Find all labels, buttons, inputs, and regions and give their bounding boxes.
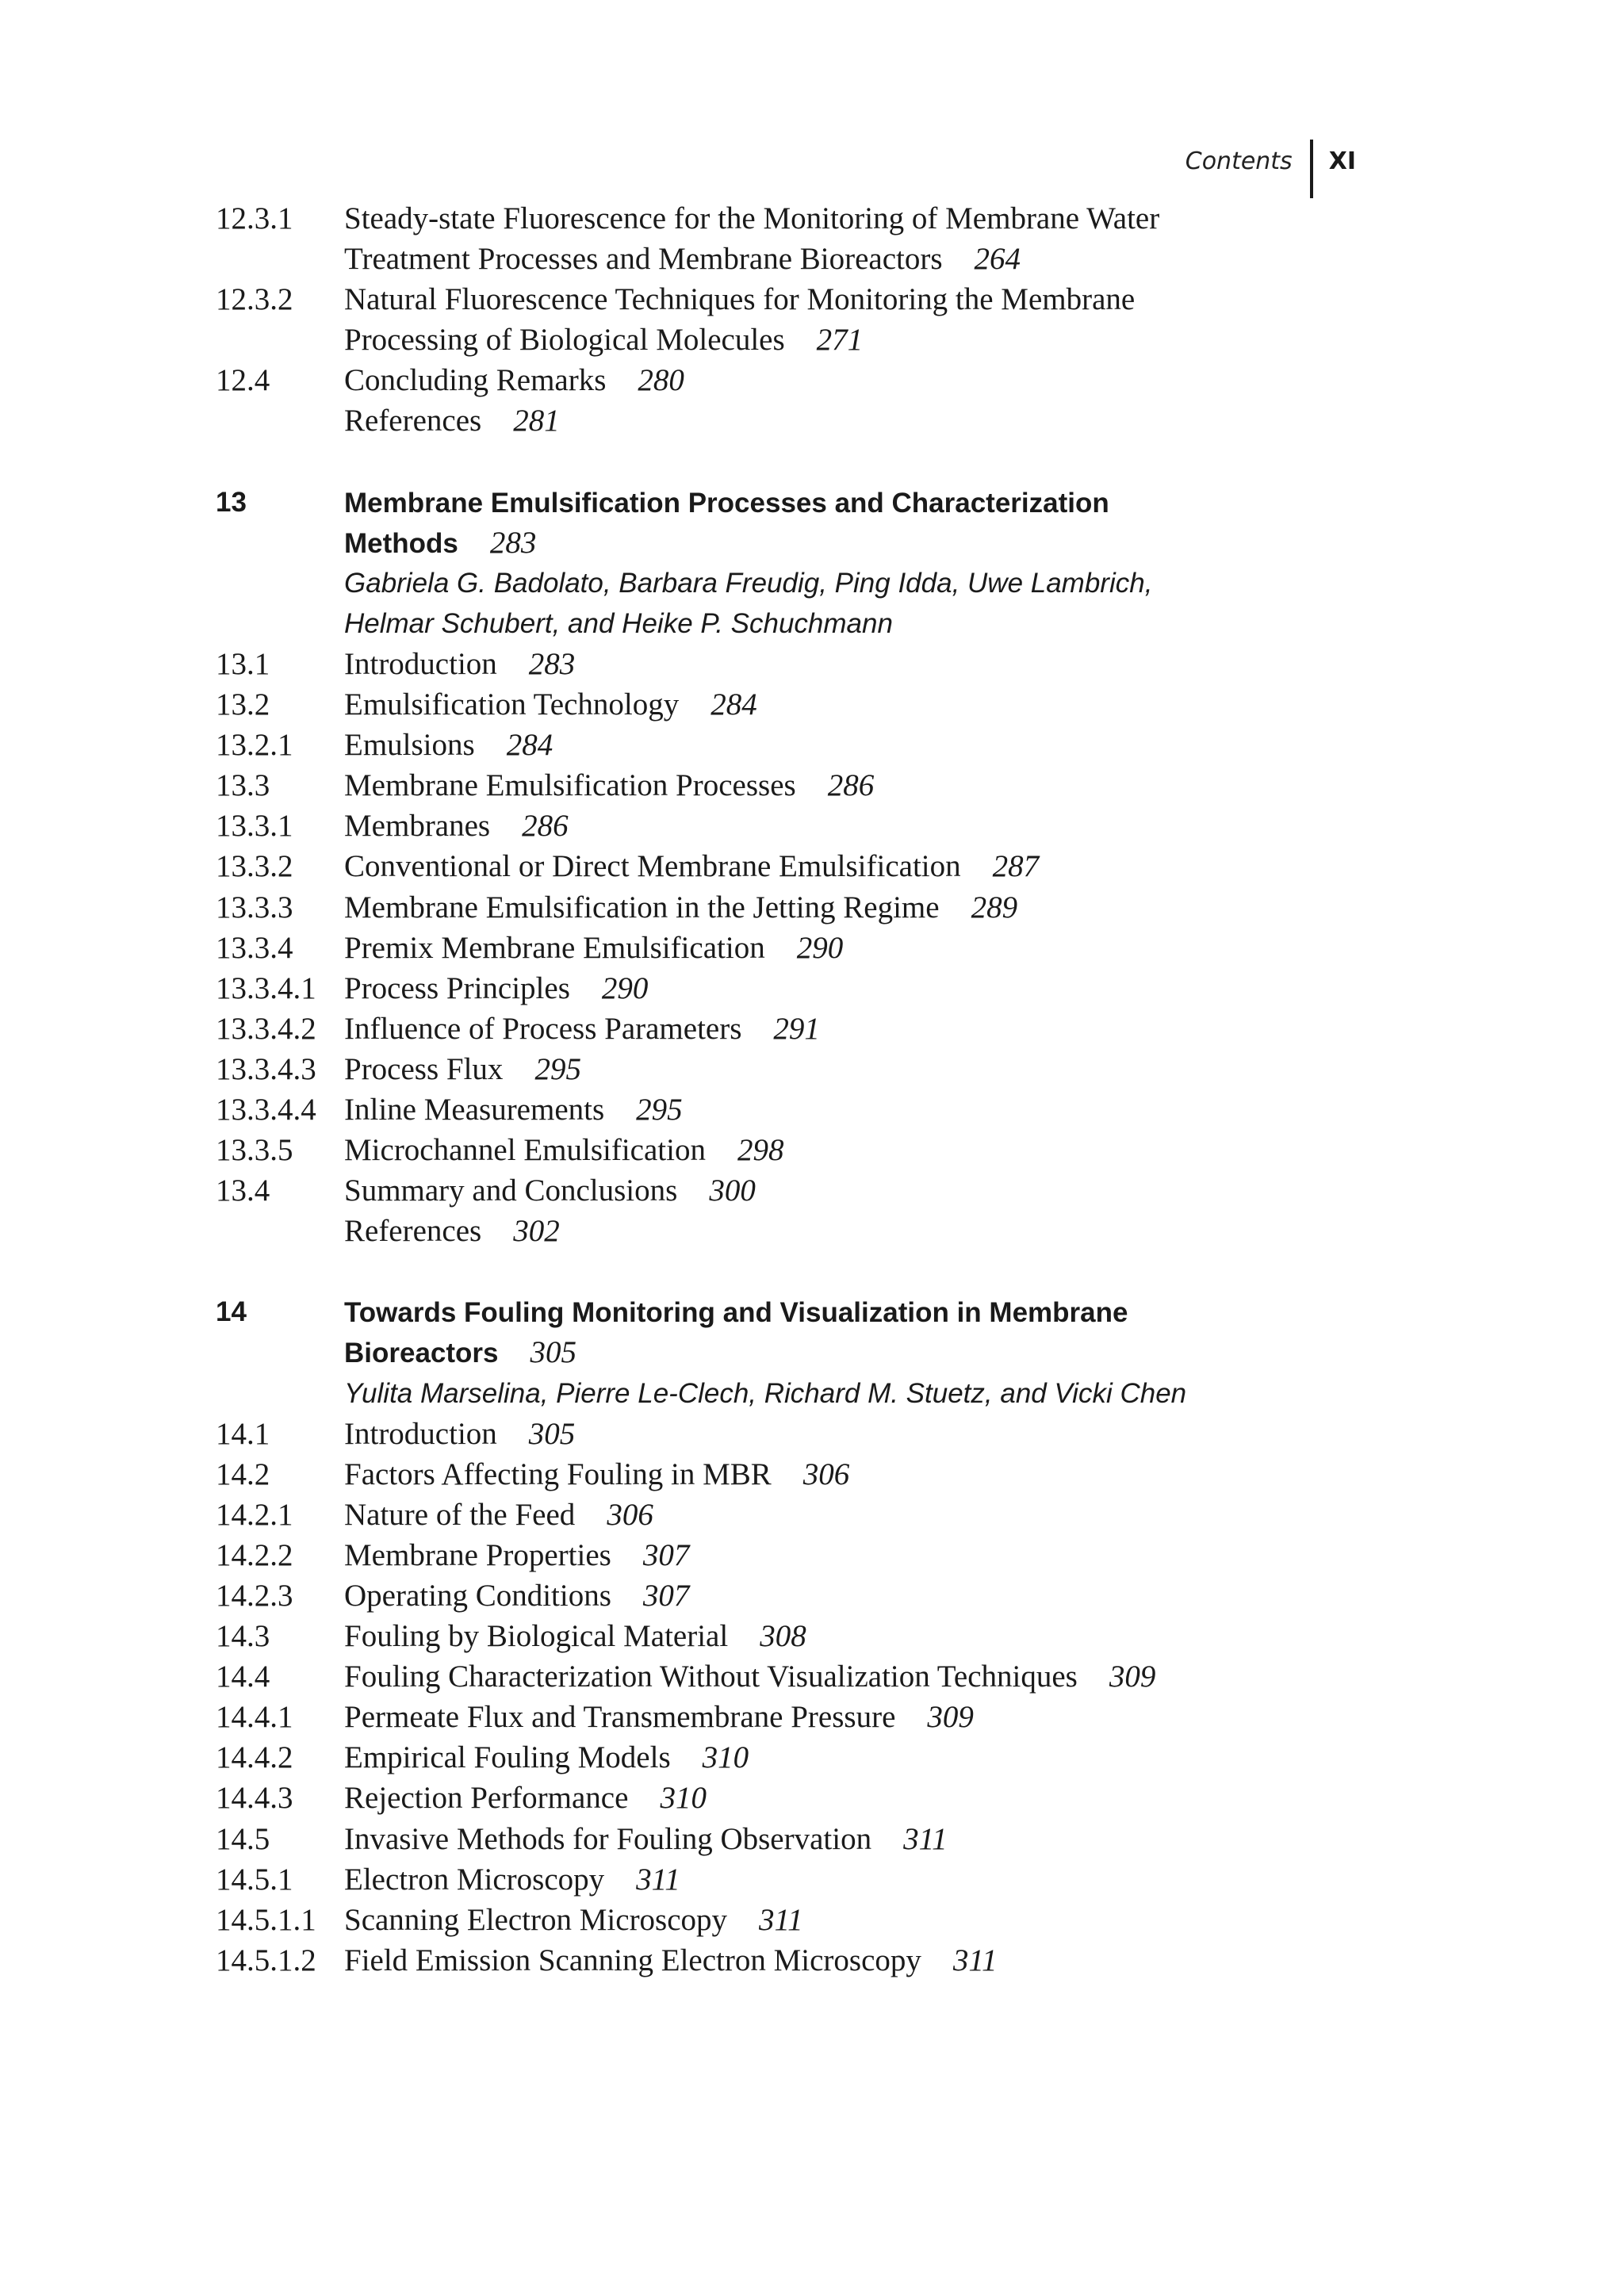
entry-number: 12.3.2 xyxy=(216,282,293,317)
entry-title: Summary and Conclusions xyxy=(344,1173,678,1208)
entry-number: 14.2.1 xyxy=(216,1497,293,1532)
entry-number xyxy=(216,400,344,441)
running-header xyxy=(1185,140,1356,198)
entry-page-number: 283 xyxy=(528,646,576,681)
entry-number xyxy=(216,603,344,644)
toc-entry[interactable] xyxy=(216,1130,1326,1170)
entry-page-number: 287 xyxy=(992,849,1040,884)
entry-number: 13.2 xyxy=(216,687,270,722)
entry-page-number: 286 xyxy=(827,768,875,803)
entry-number xyxy=(216,1332,344,1372)
entry-number: 12.3.1 xyxy=(216,201,293,235)
entry-number xyxy=(216,563,344,603)
toc-entry[interactable] xyxy=(216,1697,1326,1737)
entry-text xyxy=(344,1737,1326,1778)
entry-title: Natural Fluorescence Techniques for Monitoring the Membrane xyxy=(344,282,1136,317)
entry-title: References xyxy=(344,1214,482,1249)
entry-page-number: 295 xyxy=(534,1051,581,1086)
entry-page-number: 311 xyxy=(952,1943,998,1977)
entry-number: 14.1 xyxy=(216,1416,270,1451)
entry-text xyxy=(344,603,1326,644)
toc-entry[interactable] xyxy=(216,1616,1326,1656)
toc-entry[interactable] xyxy=(216,1089,1326,1130)
entry-page-number: 310 xyxy=(660,1781,707,1816)
entry-title: Process Principles xyxy=(344,970,570,1005)
entry-title: Inline Measurements xyxy=(344,1092,605,1127)
entry-text xyxy=(344,239,1326,279)
entry-title: Nature of the Feed xyxy=(344,1497,576,1532)
entry-text xyxy=(344,1495,1326,1535)
entry-title: Steady-state Fluorescence for the Monitoring of Membrane Water xyxy=(344,201,1160,235)
entry-text xyxy=(344,1170,1326,1211)
entry-text xyxy=(344,684,1326,725)
toc-entry[interactable] xyxy=(216,1009,1326,1049)
entry-text xyxy=(344,765,1326,806)
entry-text xyxy=(344,1535,1326,1575)
entry-page-number: 310 xyxy=(702,1740,749,1775)
entry-title: Membrane Emulsification Processes and Characterization xyxy=(344,487,1109,519)
entry-number: 14.2.2 xyxy=(216,1537,293,1572)
chapter-heading[interactable] xyxy=(216,1292,1326,1332)
entry-page-number: 291 xyxy=(773,1011,820,1046)
entry-page-number: 307 xyxy=(642,1579,690,1613)
entry-title: Membrane Properties xyxy=(344,1537,611,1572)
entry-title: Introduction xyxy=(344,1416,497,1451)
entry-number: 13 xyxy=(216,486,247,518)
entry-text xyxy=(344,1697,1326,1737)
entry-number xyxy=(216,320,344,360)
entry-number: 13.3 xyxy=(216,768,270,803)
chapter-authors xyxy=(216,603,1326,644)
entry-page-number: 298 xyxy=(737,1133,784,1168)
entry-number: 13.2.1 xyxy=(216,728,293,763)
entry-text xyxy=(344,928,1326,968)
chapter-heading[interactable] xyxy=(216,523,1326,563)
header-page-number: XI xyxy=(1328,147,1356,175)
entry-text xyxy=(344,1089,1326,1130)
entry-page-number: 308 xyxy=(760,1619,806,1654)
entry-text xyxy=(344,1130,1326,1170)
entry-title: Introduction xyxy=(344,646,497,681)
entry-text xyxy=(344,968,1326,1009)
entry-number: 14.4.2 xyxy=(216,1740,293,1775)
entry-page-number: 284 xyxy=(506,728,553,763)
entry-title: Field Emission Scanning Electron Microscopy xyxy=(344,1943,921,1977)
toc-entry[interactable] xyxy=(216,887,1326,928)
entry-page-number: 281 xyxy=(513,404,560,438)
entry-number: 14.3 xyxy=(216,1619,270,1654)
entry-title: Operating Conditions xyxy=(344,1579,611,1613)
entry-title: Premix Membrane Emulsification xyxy=(344,930,765,965)
entry-page-number: 290 xyxy=(601,970,649,1005)
entry-text xyxy=(344,400,1326,441)
entry-number: 14 xyxy=(216,1296,247,1328)
toc-entry[interactable] xyxy=(216,1819,1326,1859)
toc-entry[interactable] xyxy=(216,1049,1326,1089)
entry-title: Membrane Emulsification in the Jetting Regime xyxy=(344,890,940,924)
entry-number: 13.3.4.1 xyxy=(216,970,316,1005)
entry-number: 14.5.1 xyxy=(216,1862,293,1897)
toc-entry[interactable] xyxy=(216,1414,1326,1454)
entry-page-number: 289 xyxy=(971,890,1018,924)
entry-page-number: 306 xyxy=(607,1497,653,1532)
entry-number: 14.2.3 xyxy=(216,1579,293,1613)
entry-title: Membranes xyxy=(344,809,491,844)
entry-text xyxy=(344,1819,1326,1859)
entry-title: Processing of Biological Molecules xyxy=(344,323,785,358)
toc-entry[interactable] xyxy=(216,928,1326,968)
entry-page-number: 305 xyxy=(528,1416,576,1451)
chapter-authors xyxy=(216,563,1326,603)
chapter-authors xyxy=(216,1373,1326,1414)
entry-page-number: 309 xyxy=(1109,1659,1156,1694)
toc-entry[interactable] xyxy=(216,1170,1326,1211)
entry-page-number: 311 xyxy=(903,1821,948,1856)
entry-title: Methods xyxy=(344,527,458,559)
entry-number: 13.3.4.3 xyxy=(216,1051,316,1086)
toc-entry[interactable] xyxy=(216,1495,1326,1535)
entry-title: Electron Microscopy xyxy=(344,1862,605,1897)
entry-text xyxy=(344,360,1326,400)
entry-title: Conventional or Direct Membrane Emulsification xyxy=(344,849,961,884)
toc-entry[interactable] xyxy=(216,684,1326,725)
entry-title: Membrane Emulsification Processes xyxy=(344,768,796,803)
entry-page-number: 302 xyxy=(513,1214,560,1249)
toc-entry[interactable] xyxy=(216,360,1326,400)
entry-number: 14.4.1 xyxy=(216,1700,293,1735)
entry-title: Treatment Processes and Membrane Bioreactors xyxy=(344,242,943,277)
entry-text xyxy=(344,279,1326,320)
entry-text xyxy=(344,1414,1326,1454)
entry-page-number: 307 xyxy=(642,1537,690,1572)
entry-number: 13.3.4.4 xyxy=(216,1092,316,1127)
entry-number: 14.4.3 xyxy=(216,1781,293,1816)
entry-number: 13.3.5 xyxy=(216,1133,293,1168)
toc-entry[interactable] xyxy=(216,1211,1326,1251)
entry-page-number: 271 xyxy=(816,323,864,358)
header-label: Contents xyxy=(1185,147,1293,175)
toc-entry[interactable] xyxy=(216,400,1326,441)
toc-entry[interactable] xyxy=(216,968,1326,1009)
entry-title: Fouling by Biological Material xyxy=(344,1619,729,1654)
entry-text xyxy=(344,887,1326,928)
entry-text xyxy=(344,198,1326,239)
entry-text xyxy=(344,1332,1326,1372)
entry-page-number: 309 xyxy=(927,1700,974,1735)
entry-text xyxy=(344,1656,1326,1697)
toc-entry[interactable] xyxy=(216,198,1326,239)
entry-text xyxy=(344,1900,1326,1940)
entry-number xyxy=(216,523,344,563)
entry-number: 13.1 xyxy=(216,646,270,681)
entry-text xyxy=(344,1049,1326,1089)
entry-title: Emulsification Technology xyxy=(344,687,680,722)
entry-page-number: 295 xyxy=(636,1092,683,1127)
entry-text xyxy=(344,523,1326,563)
table-of-contents xyxy=(216,198,1326,1981)
toc-entry[interactable] xyxy=(216,806,1326,846)
toc-entry[interactable] xyxy=(216,1454,1326,1495)
entry-title: Gabriela G. Badolato, Barbara Freudig, Ping Idda, Uwe Lambrich, xyxy=(344,567,1153,599)
entry-number xyxy=(216,1211,344,1251)
toc-entry[interactable] xyxy=(216,765,1326,806)
entry-title: Helmar Schubert, and Heike P. Schuchmann xyxy=(344,607,893,639)
chapter-heading[interactable] xyxy=(216,482,1326,523)
entry-page-number: 286 xyxy=(522,809,569,844)
entry-number: 13.3.1 xyxy=(216,809,293,844)
entry-number: 14.5 xyxy=(216,1821,270,1856)
entry-title: Rejection Performance xyxy=(344,1781,629,1816)
entry-text xyxy=(344,846,1326,886)
entry-title: Yulita Marselina, Pierre Le-Clech, Richard M. Stuetz, and Vicki Chen xyxy=(344,1377,1187,1409)
entry-title: Permeate Flux and Transmembrane Pressure xyxy=(344,1700,896,1735)
entry-text xyxy=(344,1454,1326,1495)
entry-number: 13.3.3 xyxy=(216,890,293,924)
toc-entry[interactable] xyxy=(216,644,1326,684)
toc-entry[interactable] xyxy=(216,279,1326,320)
entry-text xyxy=(344,1940,1326,1981)
entry-number: 14.5.1.2 xyxy=(216,1943,316,1977)
entry-title: Empirical Fouling Models xyxy=(344,1740,671,1775)
entry-text xyxy=(344,806,1326,846)
toc-entry[interactable] xyxy=(216,1656,1326,1697)
entry-text xyxy=(344,482,1326,523)
entry-text xyxy=(344,1373,1326,1414)
toc-entry[interactable] xyxy=(216,239,1326,279)
entry-title: Bioreactors xyxy=(344,1338,499,1369)
entry-number xyxy=(216,1373,344,1414)
entry-number: 13.3.2 xyxy=(216,849,293,884)
entry-title: Scanning Electron Microscopy xyxy=(344,1902,728,1937)
entry-number: 14.2 xyxy=(216,1457,270,1491)
entry-text xyxy=(344,725,1326,765)
entry-title: Emulsions xyxy=(344,728,475,763)
entry-title: Process Flux xyxy=(344,1051,504,1086)
entry-text xyxy=(344,1859,1326,1900)
entry-title: Concluding Remarks xyxy=(344,363,607,398)
entry-text xyxy=(344,1778,1326,1818)
toc-entry[interactable] xyxy=(216,725,1326,765)
entry-title: References xyxy=(344,404,482,438)
entry-text xyxy=(344,1009,1326,1049)
entry-page-number: 264 xyxy=(974,242,1021,277)
entry-page-number: 290 xyxy=(796,930,844,965)
toc-entry[interactable] xyxy=(216,1900,1326,1940)
entry-text xyxy=(344,1292,1326,1332)
entry-text xyxy=(344,1211,1326,1251)
entry-text xyxy=(344,644,1326,684)
section-gap xyxy=(216,442,1326,482)
toc-entry[interactable] xyxy=(216,1859,1326,1900)
entry-title: Towards Fouling Monitoring and Visualization in Membrane xyxy=(344,1297,1128,1329)
entry-title: Fouling Characterization Without Visualization Techniques xyxy=(344,1659,1078,1694)
toc-entry[interactable] xyxy=(216,846,1326,886)
entry-title: Influence of Process Parameters xyxy=(344,1011,742,1046)
toc-entry[interactable] xyxy=(216,1575,1326,1616)
toc-entry[interactable] xyxy=(216,1535,1326,1575)
entry-number: 13.3.4.2 xyxy=(216,1011,316,1046)
entry-title: Invasive Methods for Fouling Observation xyxy=(344,1821,872,1856)
entry-number: 12.4 xyxy=(216,363,270,398)
entry-text xyxy=(344,1575,1326,1616)
toc-entry[interactable] xyxy=(216,1940,1326,1981)
entry-number xyxy=(216,239,344,279)
entry-number: 14.4 xyxy=(216,1659,270,1694)
entry-number: 14.5.1.1 xyxy=(216,1902,316,1937)
entry-page-number: 280 xyxy=(638,363,684,398)
toc-entry[interactable] xyxy=(216,1778,1326,1818)
entry-page-number: 283 xyxy=(489,525,537,560)
entry-text xyxy=(344,320,1326,360)
entry-title: Factors Affecting Fouling in MBR xyxy=(344,1457,772,1491)
entry-page-number: 306 xyxy=(802,1457,850,1491)
entry-page-number: 284 xyxy=(710,687,757,722)
entry-page-number: 300 xyxy=(709,1173,756,1208)
entry-number: 13.4 xyxy=(216,1173,270,1208)
section-gap xyxy=(216,1251,1326,1292)
toc-entry[interactable] xyxy=(216,320,1326,360)
chapter-heading[interactable] xyxy=(216,1332,1326,1372)
entry-title: Microchannel Emulsification xyxy=(344,1133,706,1168)
toc-entry[interactable] xyxy=(216,1737,1326,1778)
entry-text xyxy=(344,1616,1326,1656)
entry-page-number: 305 xyxy=(530,1335,577,1370)
entry-text xyxy=(344,563,1326,603)
entry-page-number: 311 xyxy=(636,1862,680,1897)
entry-page-number: 311 xyxy=(759,1902,803,1937)
entry-number: 13.3.4 xyxy=(216,930,293,965)
